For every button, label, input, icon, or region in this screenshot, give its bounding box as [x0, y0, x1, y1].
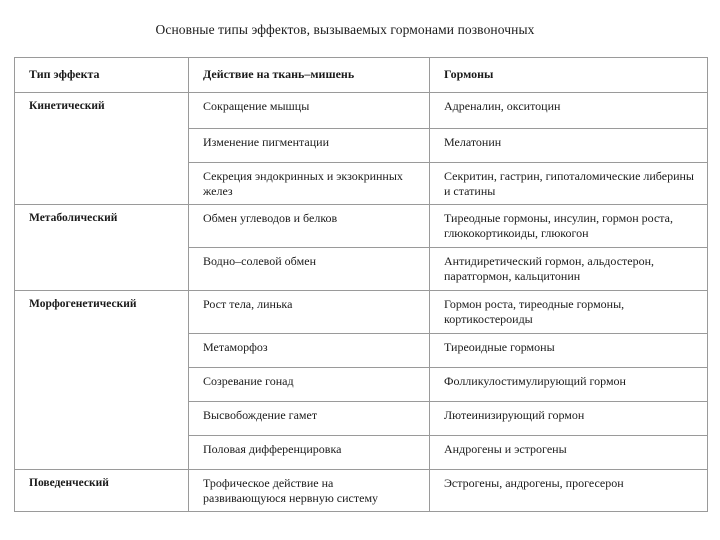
effect-type-cell: Поведенческий: [15, 470, 189, 512]
action-cell: Водно–солевой обмен: [189, 248, 430, 291]
hormones-cell: Секритин, гастрин, гипоталомические либерины и статины: [430, 163, 708, 205]
action-cell: Высвобождение гамет: [189, 402, 430, 436]
table-header-row: [15, 58, 708, 93]
hormones-cell: Тиреодные гормоны, инсулин, гормон роста, глюкокортикоиды, глюкогон: [430, 205, 708, 248]
action-cell: Половая дифференцировка: [189, 436, 430, 470]
hormones-cell: Эстрогены, андрогены, прогесерон: [430, 470, 708, 512]
table-row: [15, 291, 708, 334]
table-row: [15, 470, 708, 512]
page-title: Основные типы эффектов, вызываемых гормонами позвоночных: [155, 22, 535, 37]
action-cell: Сокращение мышцы: [189, 93, 430, 129]
effect-type-cell: Морфогенетический: [15, 291, 189, 470]
header-effect-type: Тип эффекта: [15, 58, 189, 93]
action-cell: Трофическое действие на развивающуюся нервную систему: [189, 470, 430, 512]
effect-type-cell: Кинетический: [15, 93, 189, 205]
hormones-cell: Адреналин, окситоцин: [430, 93, 708, 129]
hormones-cell: Тиреоидные гормоны: [430, 334, 708, 368]
effect-type-cell: Метаболический: [15, 205, 189, 291]
hormones-cell: Мелатонин: [430, 129, 708, 163]
header-hormones: Гормоны: [430, 58, 708, 93]
hormones-cell: Гормон роста, тиреодные гормоны, кортикостероиды: [430, 291, 708, 334]
table-row: [15, 93, 708, 129]
hormones-cell: Антидиретический гормон, альдостерон, паратгормон, кальцитонин: [430, 248, 708, 291]
hormones-cell: Андрогены и эстрогены: [430, 436, 708, 470]
table-row: [15, 205, 708, 248]
hormone-effects-table: [14, 57, 708, 512]
action-cell: Обмен углеводов и белков: [189, 205, 430, 248]
action-cell: Рост тела, линька: [189, 291, 430, 334]
action-cell: Созревание гонад: [189, 368, 430, 402]
hormones-cell: Фолликулостимулирующий гормон: [430, 368, 708, 402]
action-cell: Секреция эндокринных и экзокринных желез: [189, 163, 430, 205]
action-cell: Метаморфоз: [189, 334, 430, 368]
hormones-cell: Лютеинизирующий гормон: [430, 402, 708, 436]
header-target-action: Действие на ткань–мишень: [189, 58, 430, 93]
action-cell: Изменение пигментации: [189, 129, 430, 163]
